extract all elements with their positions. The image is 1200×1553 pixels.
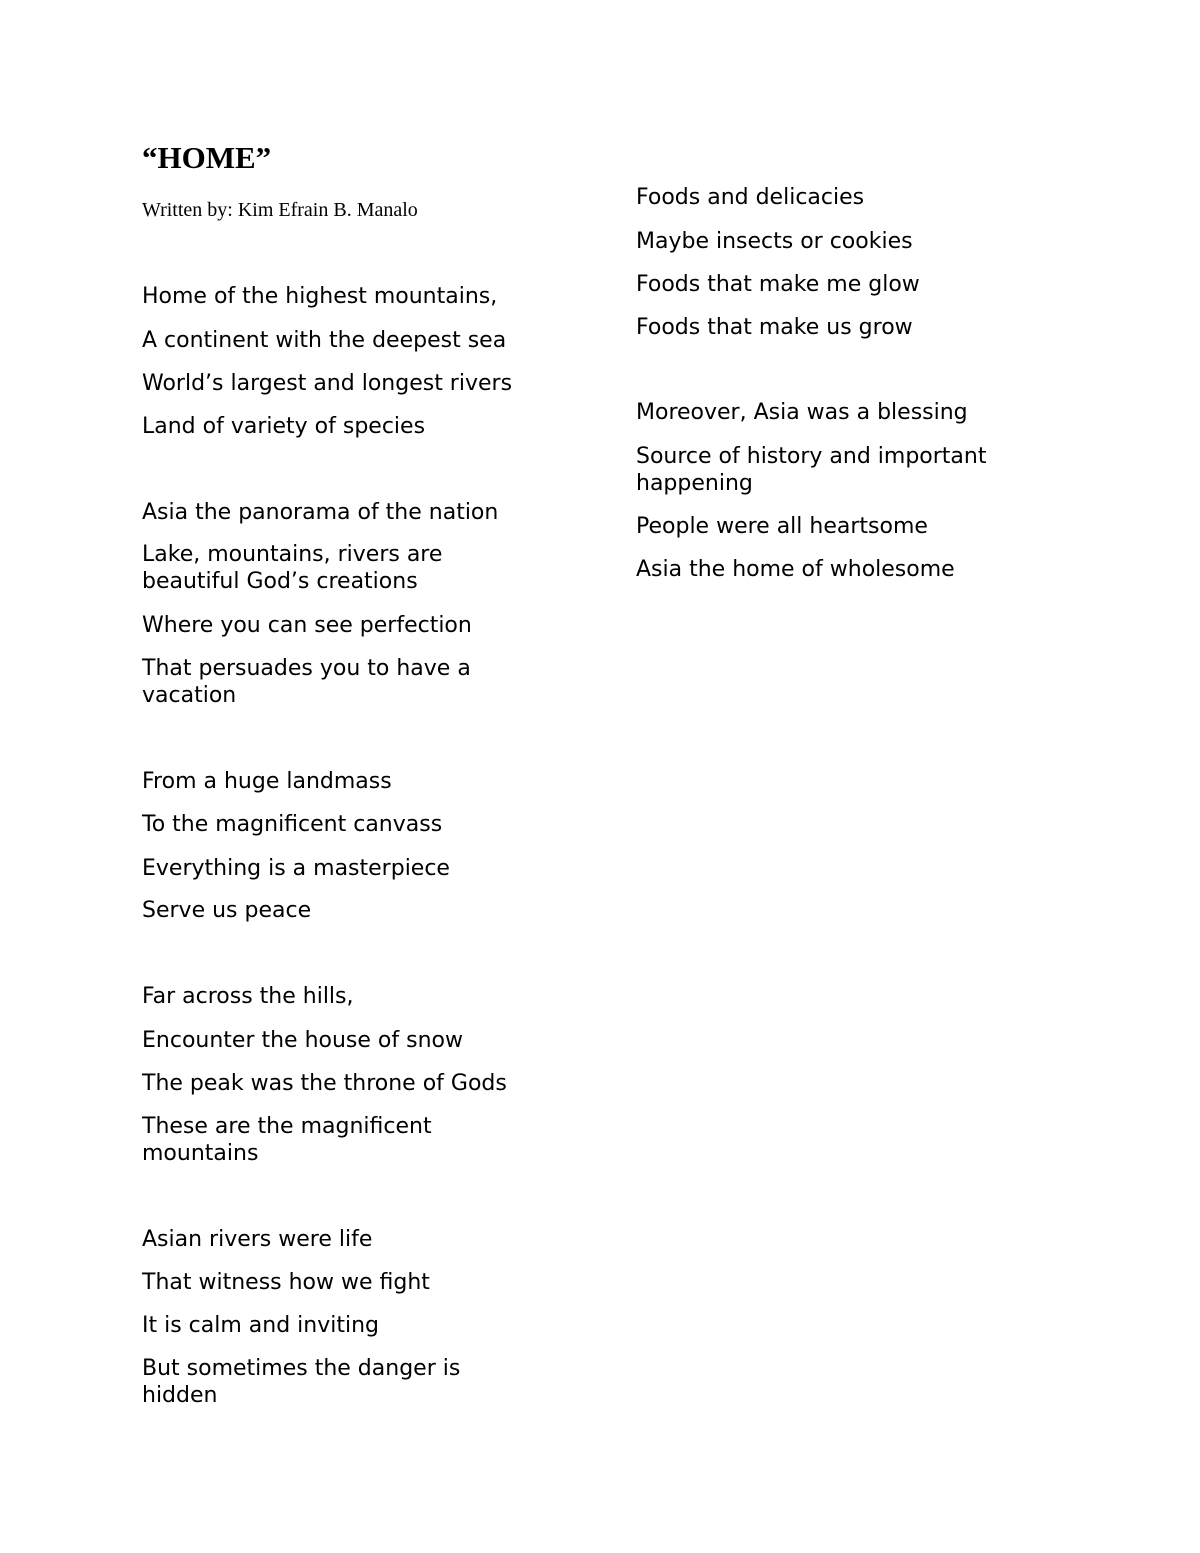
poem-line: From a huge landmass <box>142 769 392 794</box>
poem-line: Encounter the house of snow <box>142 1028 463 1053</box>
poem-line: It is calm and inviting <box>142 1313 380 1338</box>
poem-line: Asian rivers were life <box>142 1227 373 1252</box>
poem-line: The peak was the throne of Gods <box>142 1071 507 1096</box>
poem-line: Asia the home of wholesome <box>636 557 955 582</box>
poem-line: Foods and delicacies <box>636 185 865 210</box>
poem-title: “HOME” <box>142 140 272 175</box>
poem-line: Lake, mountains, rivers are beautiful God’s creations <box>142 542 443 594</box>
poem-line: Where you can see perfection <box>142 613 472 638</box>
poem-line: Foods that make us grow <box>636 315 913 340</box>
poem-line: That persuades you to have a vacation <box>142 656 471 708</box>
poem-author: Written by: Kim Efrain B. Manalo <box>142 199 418 221</box>
poem-line: Far across the hills, <box>142 984 354 1009</box>
poem-line: Asia the panorama of the nation <box>142 500 499 525</box>
poem-line: Moreover, Asia was a blessing <box>636 400 968 425</box>
poem-line: To the magnificent canvass <box>142 812 443 837</box>
poem-line: That witness how we fight <box>142 1270 430 1295</box>
poem-line: These are the magnificent mountains <box>142 1114 432 1166</box>
poem-line: But sometimes the danger is hidden <box>142 1356 461 1408</box>
poem-line: Serve us peace <box>142 898 312 923</box>
poem-line: Source of history and important happening <box>636 444 987 496</box>
poem-line: World’s largest and longest rivers <box>142 371 513 396</box>
poem-line: Land of variety of species <box>142 414 426 439</box>
poem-line: Home of the highest mountains, <box>142 284 498 309</box>
poem-line: People were all heartsome <box>636 514 928 539</box>
poem-line: A continent with the deepest sea <box>142 328 507 353</box>
poem-line: Everything is a masterpiece <box>142 856 450 881</box>
poem-line: Maybe insects or cookies <box>636 229 913 254</box>
poem-line: Foods that make me glow <box>636 272 920 297</box>
